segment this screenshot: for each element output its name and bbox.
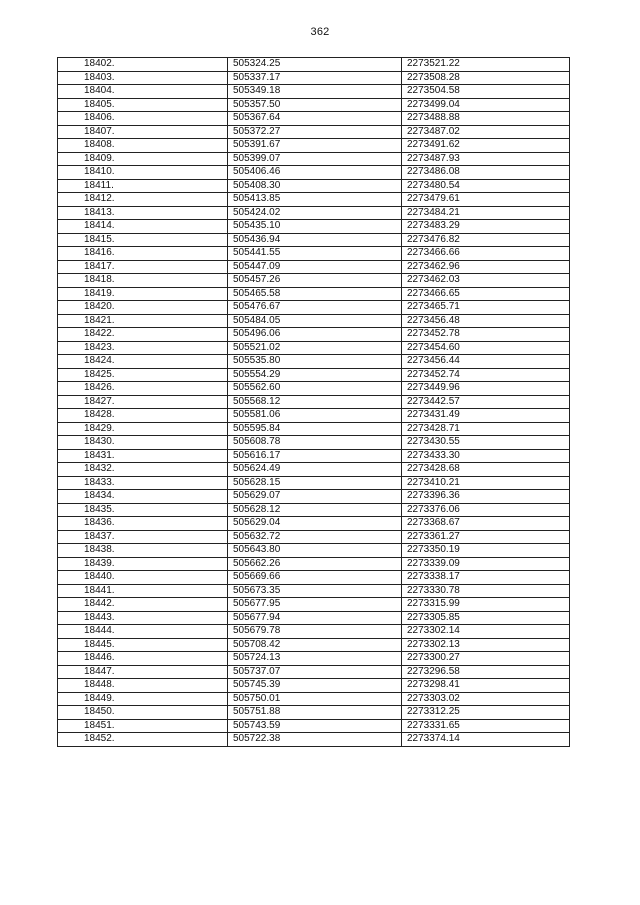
x-coordinate-cell: 505677.95	[228, 598, 402, 612]
y-coordinate-cell: 2273433.30	[402, 449, 570, 463]
y-coordinate-cell: 2273338.17	[402, 571, 570, 585]
table-row	[58, 706, 570, 720]
y-coordinate-cell: 2273456.48	[402, 314, 570, 328]
point-number-cell: 18417.	[58, 260, 228, 274]
y-coordinate-cell: 2273428.71	[402, 422, 570, 436]
y-coordinate-cell: 2273452.74	[402, 368, 570, 382]
table-row	[58, 220, 570, 234]
table-row	[58, 112, 570, 126]
x-coordinate-cell: 505406.46	[228, 166, 402, 180]
point-number-cell: 18447.	[58, 665, 228, 679]
y-coordinate-cell: 2273479.61	[402, 193, 570, 207]
table-row	[58, 260, 570, 274]
table-row	[58, 274, 570, 288]
table-row	[58, 193, 570, 207]
point-number-cell: 18422.	[58, 328, 228, 342]
table-row	[58, 490, 570, 504]
y-coordinate-cell: 2273462.96	[402, 260, 570, 274]
table-row	[58, 382, 570, 396]
table-row	[58, 206, 570, 220]
y-coordinate-cell: 2273466.65	[402, 287, 570, 301]
x-coordinate-cell: 505643.80	[228, 544, 402, 558]
point-number-cell: 18418.	[58, 274, 228, 288]
x-coordinate-cell: 505424.02	[228, 206, 402, 220]
x-coordinate-cell: 505677.94	[228, 611, 402, 625]
y-coordinate-cell: 2273361.27	[402, 530, 570, 544]
point-number-cell: 18450.	[58, 706, 228, 720]
x-coordinate-cell: 505441.55	[228, 247, 402, 261]
y-coordinate-cell: 2273374.14	[402, 733, 570, 747]
y-coordinate-cell: 2273521.22	[402, 58, 570, 72]
x-coordinate-cell: 505632.72	[228, 530, 402, 544]
table-row	[58, 395, 570, 409]
point-number-cell: 18438.	[58, 544, 228, 558]
x-coordinate-cell: 505722.38	[228, 733, 402, 747]
y-coordinate-cell: 2273312.25	[402, 706, 570, 720]
x-coordinate-cell: 505337.17	[228, 71, 402, 85]
table-row	[58, 287, 570, 301]
table-row	[58, 598, 570, 612]
x-coordinate-cell: 505496.06	[228, 328, 402, 342]
y-coordinate-cell: 2273488.88	[402, 112, 570, 126]
table-row	[58, 679, 570, 693]
table-row	[58, 355, 570, 369]
x-coordinate-cell: 505562.60	[228, 382, 402, 396]
table-row	[58, 179, 570, 193]
table-row	[58, 476, 570, 490]
point-number-cell: 18446.	[58, 652, 228, 666]
y-coordinate-cell: 2273466.66	[402, 247, 570, 261]
x-coordinate-cell: 505535.80	[228, 355, 402, 369]
point-number-cell: 18416.	[58, 247, 228, 261]
table-row	[58, 98, 570, 112]
table-row	[58, 584, 570, 598]
y-coordinate-cell: 2273487.02	[402, 125, 570, 139]
x-coordinate-cell: 505391.67	[228, 139, 402, 153]
point-number-cell: 18413.	[58, 206, 228, 220]
x-coordinate-cell: 505357.50	[228, 98, 402, 112]
y-coordinate-cell: 2273302.13	[402, 638, 570, 652]
point-number-cell: 18429.	[58, 422, 228, 436]
point-number-cell: 18427.	[58, 395, 228, 409]
y-coordinate-cell: 2273305.85	[402, 611, 570, 625]
x-coordinate-cell: 505724.13	[228, 652, 402, 666]
point-number-cell: 18411.	[58, 179, 228, 193]
table-row	[58, 544, 570, 558]
table-row	[58, 571, 570, 585]
point-number-cell: 18440.	[58, 571, 228, 585]
table-row	[58, 233, 570, 247]
table-row	[58, 463, 570, 477]
table-row	[58, 314, 570, 328]
y-coordinate-cell: 2273491.62	[402, 139, 570, 153]
point-number-cell: 18421.	[58, 314, 228, 328]
point-number-cell: 18412.	[58, 193, 228, 207]
x-coordinate-cell: 505408.30	[228, 179, 402, 193]
point-number-cell: 18428.	[58, 409, 228, 423]
x-coordinate-cell: 505436.94	[228, 233, 402, 247]
x-coordinate-cell: 505673.35	[228, 584, 402, 598]
x-coordinate-cell: 505367.64	[228, 112, 402, 126]
x-coordinate-cell: 505751.88	[228, 706, 402, 720]
y-coordinate-cell: 2273303.02	[402, 692, 570, 706]
y-coordinate-cell: 2273339.09	[402, 557, 570, 571]
y-coordinate-cell: 2273484.21	[402, 206, 570, 220]
table-row	[58, 557, 570, 571]
x-coordinate-cell: 505595.84	[228, 422, 402, 436]
table-row	[58, 517, 570, 531]
x-coordinate-cell: 505568.12	[228, 395, 402, 409]
table-row	[58, 719, 570, 733]
y-coordinate-cell: 2273350.19	[402, 544, 570, 558]
point-number-cell: 18430.	[58, 436, 228, 450]
x-coordinate-cell: 505743.59	[228, 719, 402, 733]
x-coordinate-cell: 505624.49	[228, 463, 402, 477]
y-coordinate-cell: 2273430.55	[402, 436, 570, 450]
point-number-cell: 18423.	[58, 341, 228, 355]
x-coordinate-cell: 505679.78	[228, 625, 402, 639]
x-coordinate-cell: 505413.85	[228, 193, 402, 207]
point-number-cell: 18436.	[58, 517, 228, 531]
table-row	[58, 503, 570, 517]
y-coordinate-cell: 2273431.49	[402, 409, 570, 423]
x-coordinate-cell: 505581.06	[228, 409, 402, 423]
y-coordinate-cell: 2273396.36	[402, 490, 570, 504]
y-coordinate-cell: 2273483.29	[402, 220, 570, 234]
x-coordinate-cell: 505662.26	[228, 557, 402, 571]
table-row	[58, 611, 570, 625]
point-number-cell: 18441.	[58, 584, 228, 598]
x-coordinate-cell: 505457.26	[228, 274, 402, 288]
point-number-cell: 18403.	[58, 71, 228, 85]
point-number-cell: 18407.	[58, 125, 228, 139]
table-row	[58, 139, 570, 153]
point-number-cell: 18402.	[58, 58, 228, 72]
x-coordinate-cell: 505737.07	[228, 665, 402, 679]
y-coordinate-cell: 2273410.21	[402, 476, 570, 490]
y-coordinate-cell: 2273480.54	[402, 179, 570, 193]
table-row	[58, 733, 570, 747]
point-number-cell: 18414.	[58, 220, 228, 234]
point-number-cell: 18433.	[58, 476, 228, 490]
y-coordinate-cell: 2273476.82	[402, 233, 570, 247]
table-row	[58, 692, 570, 706]
y-coordinate-cell: 2273428.68	[402, 463, 570, 477]
x-coordinate-cell: 505324.25	[228, 58, 402, 72]
y-coordinate-cell: 2273331.65	[402, 719, 570, 733]
y-coordinate-cell: 2273298.41	[402, 679, 570, 693]
point-number-cell: 18410.	[58, 166, 228, 180]
x-coordinate-cell: 505399.07	[228, 152, 402, 166]
table-row	[58, 328, 570, 342]
point-number-cell: 18444.	[58, 625, 228, 639]
point-number-cell: 18443.	[58, 611, 228, 625]
table-row	[58, 341, 570, 355]
table-row	[58, 125, 570, 139]
point-number-cell: 18437.	[58, 530, 228, 544]
point-number-cell: 18404.	[58, 85, 228, 99]
table-row	[58, 152, 570, 166]
point-number-cell: 18451.	[58, 719, 228, 733]
x-coordinate-cell: 505608.78	[228, 436, 402, 450]
point-number-cell: 18424.	[58, 355, 228, 369]
x-coordinate-cell: 505349.18	[228, 85, 402, 99]
y-coordinate-cell: 2273452.78	[402, 328, 570, 342]
table-row	[58, 436, 570, 450]
table-row	[58, 301, 570, 315]
point-number-cell: 18442.	[58, 598, 228, 612]
point-number-cell: 18409.	[58, 152, 228, 166]
table-row	[58, 409, 570, 423]
table-row	[58, 368, 570, 382]
table-row	[58, 665, 570, 679]
x-coordinate-cell: 505447.09	[228, 260, 402, 274]
table-row	[58, 652, 570, 666]
table-row	[58, 71, 570, 85]
y-coordinate-cell: 2273504.58	[402, 85, 570, 99]
point-number-cell: 18419.	[58, 287, 228, 301]
y-coordinate-cell: 2273300.27	[402, 652, 570, 666]
x-coordinate-cell: 505435.10	[228, 220, 402, 234]
x-coordinate-cell: 505628.15	[228, 476, 402, 490]
point-number-cell: 18434.	[58, 490, 228, 504]
x-coordinate-cell: 505708.42	[228, 638, 402, 652]
y-coordinate-cell: 2273296.58	[402, 665, 570, 679]
y-coordinate-cell: 2273462.03	[402, 274, 570, 288]
y-coordinate-cell: 2273486.08	[402, 166, 570, 180]
point-number-cell: 18445.	[58, 638, 228, 652]
y-coordinate-cell: 2273487.93	[402, 152, 570, 166]
x-coordinate-cell: 505669.66	[228, 571, 402, 585]
y-coordinate-cell: 2273330.78	[402, 584, 570, 598]
page-number: 362	[310, 26, 330, 38]
x-coordinate-cell: 505616.17	[228, 449, 402, 463]
point-number-cell: 18406.	[58, 112, 228, 126]
y-coordinate-cell: 2273508.28	[402, 71, 570, 85]
point-number-cell: 18439.	[58, 557, 228, 571]
y-coordinate-cell: 2273449.96	[402, 382, 570, 396]
table-row	[58, 422, 570, 436]
x-coordinate-cell: 505750.01	[228, 692, 402, 706]
table-row	[58, 625, 570, 639]
x-coordinate-cell: 505476.67	[228, 301, 402, 315]
x-coordinate-cell: 505629.04	[228, 517, 402, 531]
y-coordinate-cell: 2273376.06	[402, 503, 570, 517]
x-coordinate-cell: 505629.07	[228, 490, 402, 504]
y-coordinate-cell: 2273315.99	[402, 598, 570, 612]
table-row	[58, 166, 570, 180]
y-coordinate-cell: 2273465.71	[402, 301, 570, 315]
x-coordinate-cell: 505465.58	[228, 287, 402, 301]
point-number-cell: 18426.	[58, 382, 228, 396]
point-number-cell: 18449.	[58, 692, 228, 706]
table-row	[58, 58, 570, 72]
point-number-cell: 18448.	[58, 679, 228, 693]
x-coordinate-cell: 505554.29	[228, 368, 402, 382]
point-number-cell: 18431.	[58, 449, 228, 463]
point-number-cell: 18405.	[58, 98, 228, 112]
y-coordinate-cell: 2273302.14	[402, 625, 570, 639]
table-row	[58, 247, 570, 261]
point-number-cell: 18415.	[58, 233, 228, 247]
x-coordinate-cell: 505484.05	[228, 314, 402, 328]
point-number-cell: 18425.	[58, 368, 228, 382]
point-number-cell: 18420.	[58, 301, 228, 315]
y-coordinate-cell: 2273442.57	[402, 395, 570, 409]
coordinates-table	[57, 57, 570, 747]
table-row	[58, 530, 570, 544]
x-coordinate-cell: 505745.39	[228, 679, 402, 693]
x-coordinate-cell: 505372.27	[228, 125, 402, 139]
table-row	[58, 638, 570, 652]
y-coordinate-cell: 2273454.60	[402, 341, 570, 355]
table-row	[58, 449, 570, 463]
table-row	[58, 85, 570, 99]
y-coordinate-cell: 2273456.44	[402, 355, 570, 369]
coordinates-table-body	[58, 58, 570, 747]
y-coordinate-cell: 2273368.67	[402, 517, 570, 531]
point-number-cell: 18408.	[58, 139, 228, 153]
point-number-cell: 18435.	[58, 503, 228, 517]
x-coordinate-cell: 505521.02	[228, 341, 402, 355]
y-coordinate-cell: 2273499.04	[402, 98, 570, 112]
point-number-cell: 18432.	[58, 463, 228, 477]
point-number-cell: 18452.	[58, 733, 228, 747]
x-coordinate-cell: 505628.12	[228, 503, 402, 517]
